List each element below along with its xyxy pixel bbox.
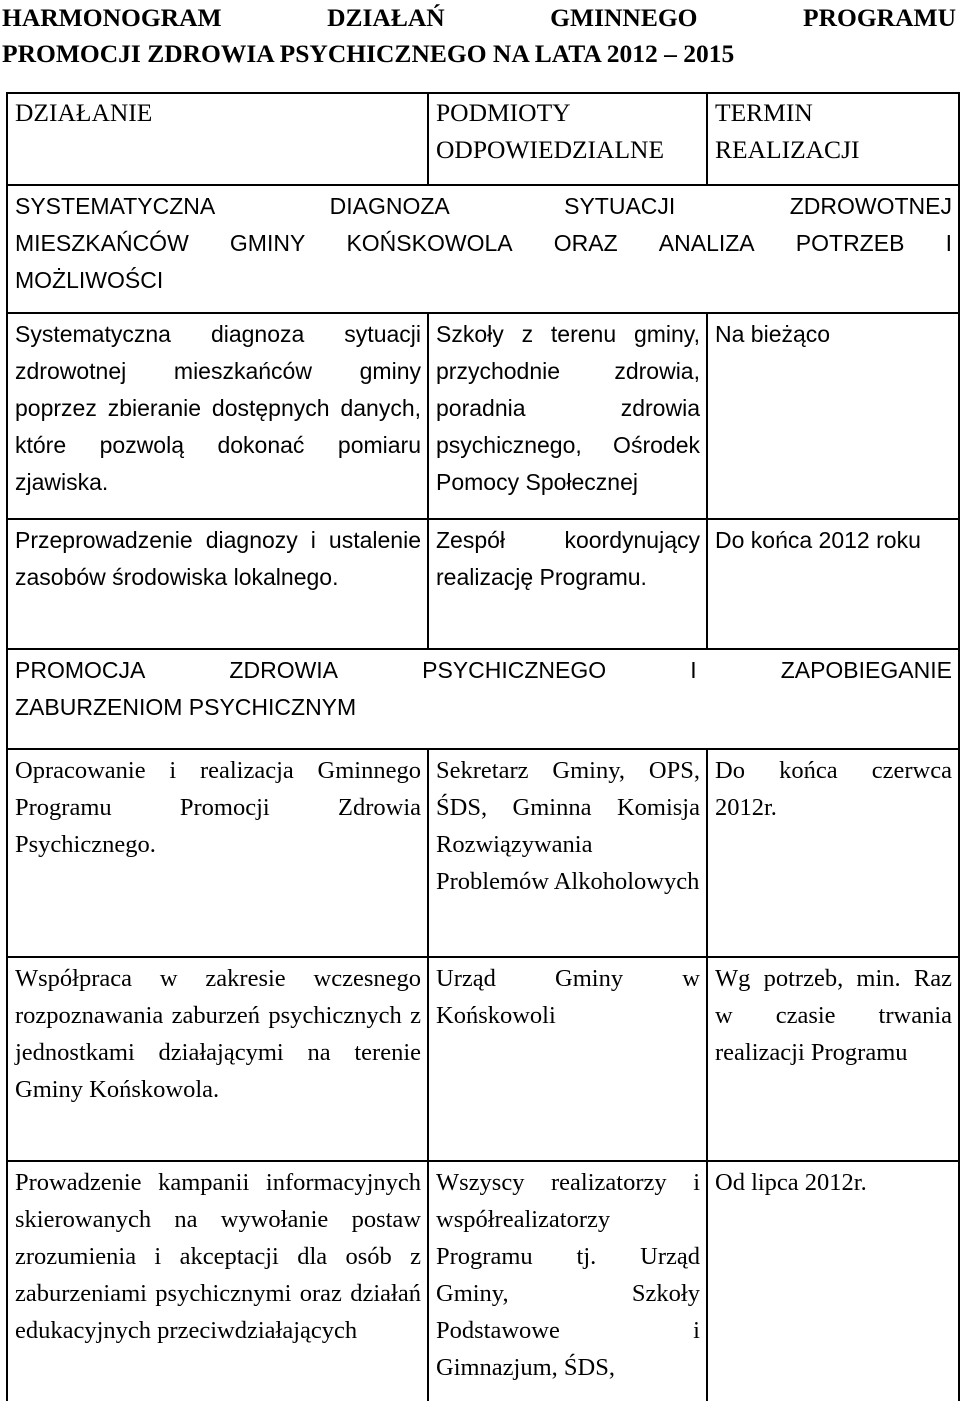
document-title: [0, 0, 960, 72]
cell-action: Przeprowadzenie diagnozy i ustalenie zasobów środowiska lokalnego.: [7, 519, 428, 649]
section-heading-line: MIESZKAŃCÓW GMINY KOŃSKOWOLA ORAZ ANALIZA POTRZEB I: [15, 230, 952, 256]
cell-deadline: Wg potrzeb, min. Raz w czasie trwania realizacji Programu: [707, 957, 959, 1161]
title-line-2: PROMOCJI ZDROWIA PSYCHICZNEGO NA LATA 2012 – 2015: [2, 39, 735, 68]
section-heading-row: [7, 649, 959, 749]
cell-responsible: Zespół koordynujący realizację Programu.: [428, 519, 707, 649]
section-heading-line: SYSTEMATYCZNA DIAGNOZA SYTUACJI ZDROWOTNEJ: [15, 193, 952, 219]
table-row: [7, 313, 959, 519]
cell-deadline: Do końca 2012 roku: [707, 519, 959, 649]
cell-responsible: Wszyscy realizatorzy i współrealizatorzy Programu tj. Urząd Gminy, Szkoły Podstawowe i Gimnazjum, ŚDS,: [428, 1161, 707, 1401]
header-responsible: PODMIOTY ODPOWIEDZIALNE: [428, 93, 707, 185]
cell-deadline: Na bieżąco: [707, 313, 959, 519]
title-word: GMINNEGO: [550, 3, 698, 32]
cell-action: Systematyczna diagnoza sytuacji zdrowotnej mieszkańców gminy poprzez zbieranie dostępnych danych, które pozwolą dokonać pomiaru zjawiska.: [7, 313, 428, 519]
table-row: [7, 957, 959, 1161]
section-heading-row: [7, 185, 959, 313]
cell-action: Opracowanie i realizacja Gminnego Programu Promocji Zdrowia Psychicznego.: [7, 749, 428, 957]
cell-responsible: Szkoły z terenu gminy, przychodnie zdrowia, poradnia zdrowia psychicznego, Ośrodek Pomocy Społecznej: [428, 313, 707, 519]
cell-action: Współpraca w zakresie wczesnego rozpoznawania zaburzeń psychicznych z jednostkami działającymi na terenie Gminy Końskowola.: [7, 957, 428, 1161]
cell-deadline: Od lipca 2012r.: [707, 1161, 959, 1401]
title-word: DZIAŁAŃ: [327, 3, 445, 32]
title-word: PROGRAMU: [803, 3, 956, 32]
cell-deadline: Do końca czerwca 2012r.: [707, 749, 959, 957]
cell-action: Prowadzenie kampanii informacyjnych skierowanych na wywołanie postaw zrozumienia i akceptacji dla osób z zaburzeniami psychicznymi oraz działań edukacyjnych przeciwdziałających: [7, 1161, 428, 1401]
schedule-table: [6, 92, 960, 1401]
cell-responsible: Sekretarz Gminy, OPS, ŚDS, Gminna Komisja Rozwiązywania Problemów Alkoholowych: [428, 749, 707, 957]
section-heading-line: ZABURZENIOM PSYCHICZNYM: [15, 694, 357, 720]
cell-responsible: Urząd Gminy w Końskowoli: [428, 957, 707, 1161]
section-heading-line: PROMOCJA ZDROWIA PSYCHICZNEGO I ZAPOBIEGANIE: [15, 657, 952, 683]
section-heading: [7, 649, 959, 749]
title-line-1: [2, 0, 956, 36]
table-row: [7, 749, 959, 957]
title-word: HARMONOGRAM: [2, 3, 222, 32]
table-row: [7, 1161, 959, 1401]
header-action: DZIAŁANIE: [7, 93, 428, 185]
table-header-row: [7, 93, 959, 185]
section-heading-line: MOŻLIWOŚCI: [15, 267, 164, 293]
table-row: [7, 519, 959, 649]
header-deadline: TERMIN REALIZACJI: [707, 93, 959, 185]
section-heading: [7, 185, 959, 313]
